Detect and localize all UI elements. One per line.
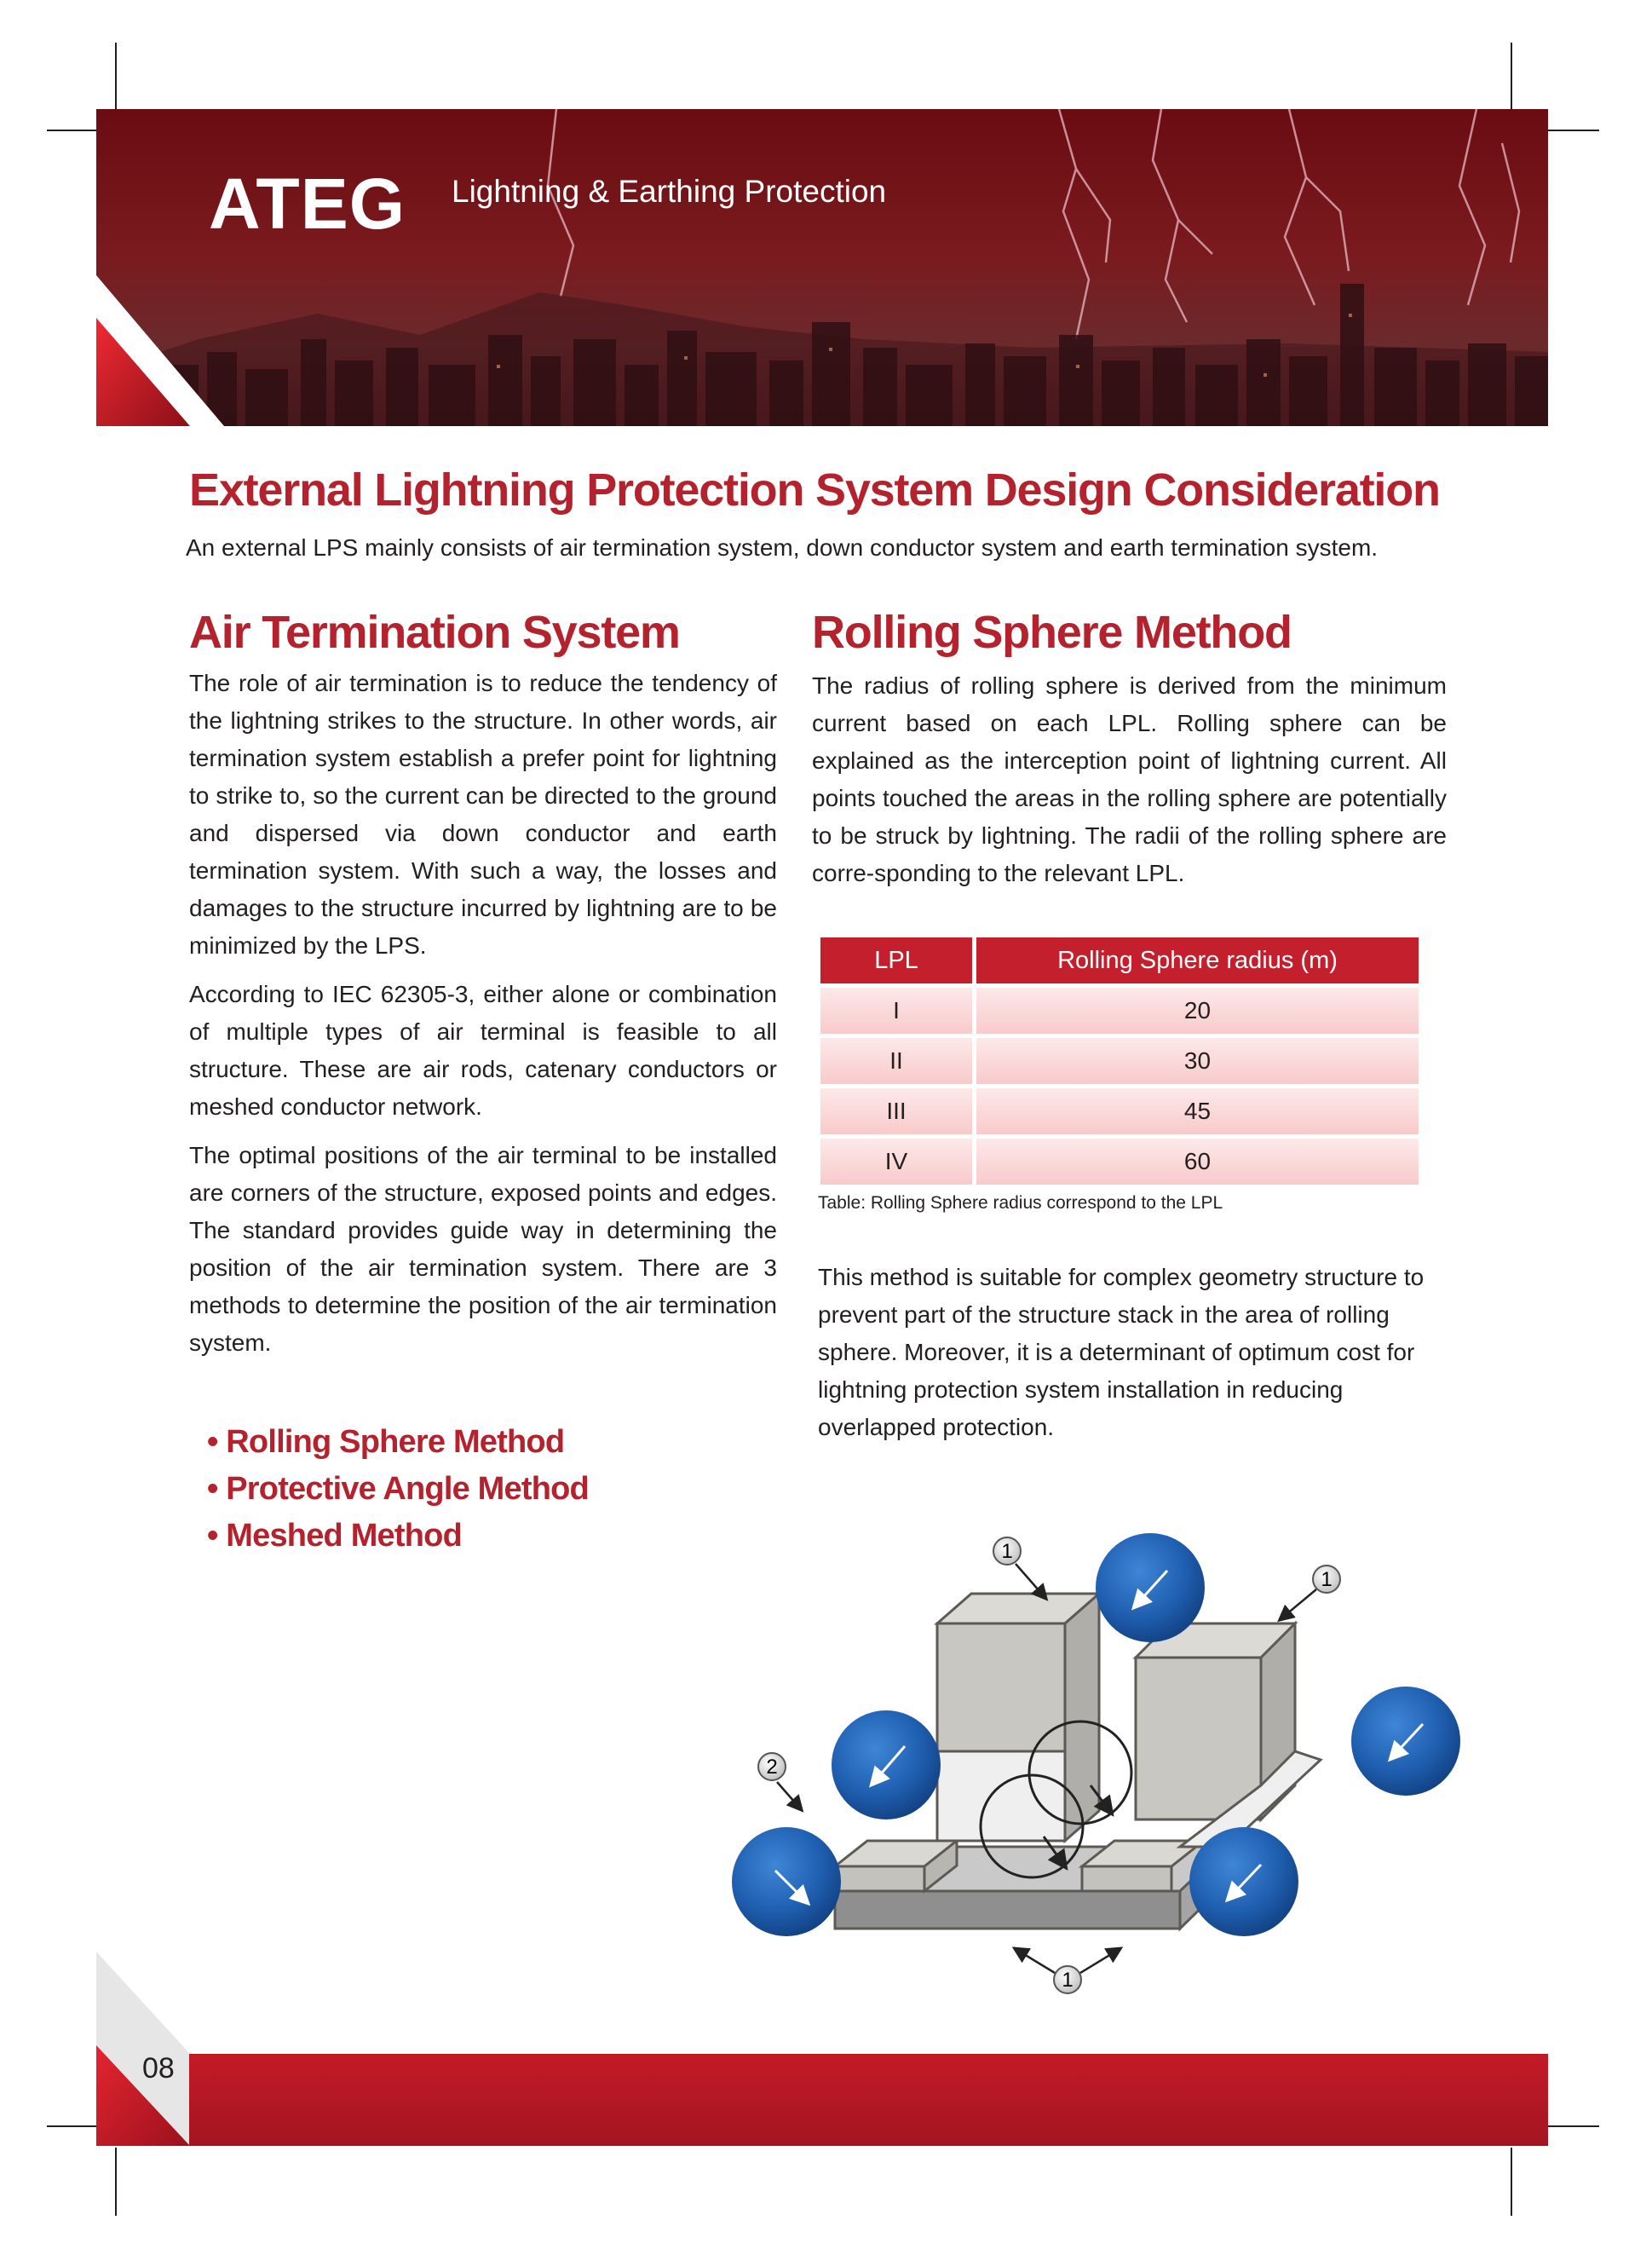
method-item-rolling-sphere: • Rolling Sphere Method bbox=[207, 1424, 565, 1460]
brand-tagline: Lightning & Earthing Protection bbox=[452, 174, 887, 209]
rolling-sphere-paragraph-1: The radius of rolling sphere is derived from the minimum current based on each LPL. Rolling sphere can be explained as the interception point of lightning current. All points touched the areas in the rolling sphere are potentially to be struck by lightning. The radii of the rolling sphere are corre-sponding to the relevant LPL. bbox=[812, 672, 1447, 886]
intro-text: An external LPS mainly consists of air termination system, down conductor system and earth termination system. bbox=[186, 534, 1379, 561]
table-header-lpl: LPL bbox=[820, 937, 972, 983]
crop-mark bbox=[47, 130, 98, 131]
table-header-row bbox=[820, 937, 1419, 983]
rolling-sphere-table bbox=[816, 933, 1423, 1189]
crop-mark bbox=[115, 2148, 117, 2216]
crop-mark bbox=[115, 43, 117, 111]
method-item-protective-angle: • Protective Angle Method bbox=[207, 1471, 589, 1507]
table-row bbox=[820, 1088, 1419, 1134]
table-cell-radius: 60 bbox=[976, 1139, 1419, 1185]
header-banner bbox=[96, 109, 1548, 426]
table-header-radius: Rolling Sphere radius (m) bbox=[976, 937, 1419, 983]
brand-logo: ATEG bbox=[209, 164, 406, 244]
rolling-sphere-paragraph-2: This method is suitable for complex geometry structure to prevent part of the structure stack in the area of rolling sphere. Moreover, it is a determinant of optimum cost for lightning protection system installation in reducing overlapped protection. bbox=[818, 1264, 1425, 1440]
diagram-label-1-bottom: 1 bbox=[1062, 1969, 1074, 1992]
table-caption: Table: Rolling Sphere radius correspond to the LPL bbox=[818, 1193, 1223, 1213]
crop-mark bbox=[1511, 43, 1512, 111]
page-title: External Lightning Protection System Design Consideration bbox=[189, 464, 1440, 516]
crop-mark bbox=[1511, 2148, 1512, 2216]
table-cell-lpl: I bbox=[820, 988, 972, 1034]
banner-artwork bbox=[96, 109, 1548, 426]
right-tower bbox=[1136, 1623, 1321, 1847]
diagram-label-2-left: 2 bbox=[766, 1756, 778, 1779]
air-termination-paragraph-3: The optimal positions of the air terminal to be installed are corners of the structure, exposed points and edges. The standard provides guide way in determining the position of the air termination system. There are 3 methods to determine the position of the air termination system. bbox=[189, 1142, 777, 1356]
methods-list bbox=[207, 1419, 589, 1560]
rolling-sphere-heading: Rolling Sphere Method bbox=[812, 607, 1292, 658]
crop-mark bbox=[1548, 130, 1599, 131]
air-termination-paragraph-2: According to IEC 62305-3, either alone or combination of multiple types of air terminal is feasible to all structure. These are air rods, catenary conductors or meshed conductor network. bbox=[189, 981, 777, 1120]
page-number: 08 bbox=[142, 2052, 175, 2085]
footer-bar bbox=[189, 2054, 1548, 2146]
method-item-meshed: • Meshed Method bbox=[207, 1518, 462, 1554]
footer-corner-triangle bbox=[96, 1952, 190, 2146]
diagram-label-1-top: 1 bbox=[1001, 1540, 1013, 1563]
table-row bbox=[820, 1038, 1419, 1084]
table-row bbox=[820, 1139, 1419, 1185]
crop-mark bbox=[1548, 2125, 1599, 2127]
left-tower bbox=[937, 1594, 1099, 1841]
table-cell-lpl: IV bbox=[820, 1139, 972, 1185]
lightning-bolts bbox=[548, 109, 1519, 339]
table-cell-lpl: III bbox=[820, 1088, 972, 1134]
diagram-label-1-right: 1 bbox=[1321, 1568, 1333, 1591]
table-row bbox=[820, 988, 1419, 1034]
table-cell-radius: 20 bbox=[976, 988, 1419, 1034]
table-cell-radius: 45 bbox=[976, 1088, 1419, 1134]
crop-mark bbox=[47, 2125, 98, 2127]
air-termination-heading: Air Termination System bbox=[189, 607, 680, 658]
table-cell-lpl: II bbox=[820, 1038, 972, 1084]
rolling-sphere-diagram bbox=[716, 1530, 1465, 2024]
air-termination-paragraph-1: The role of air termination is to reduce the tendency of the lightning strikes to the structure. In other words, air termination system establish a prefer point for lightning to strike to, so the current can be directed to the ground and dispersed via down conductor and earth termination system. With such a way, the losses and damages to the structure incurred by lightning are to be minimized by the LPS. bbox=[189, 670, 777, 959]
table-cell-radius: 30 bbox=[976, 1038, 1419, 1084]
